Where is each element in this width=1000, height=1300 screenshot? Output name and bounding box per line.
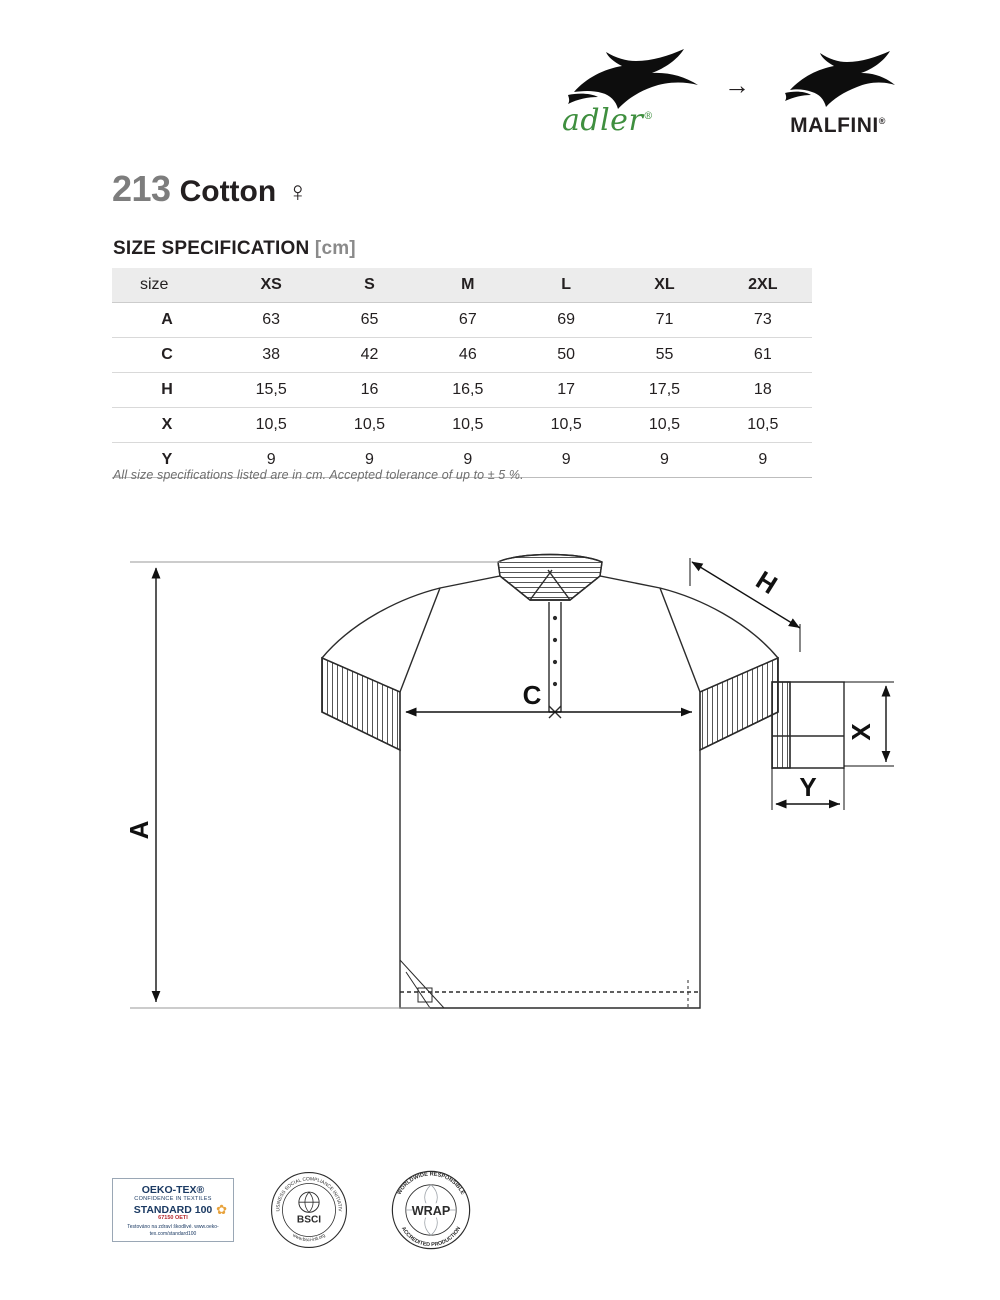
- eagle-icon: [564, 48, 700, 110]
- bsci-center-text: BSCI: [296, 1214, 322, 1226]
- oeko-tex-logo: [112, 1178, 234, 1242]
- eagle-icon: [784, 50, 896, 108]
- table-column-header: XL: [615, 268, 713, 303]
- table-cell: 16,5: [419, 373, 517, 408]
- table-cell: 9: [615, 443, 713, 478]
- table-column-header: XS: [222, 268, 320, 303]
- table-cell: 42: [320, 338, 418, 373]
- size-specification-heading-text: SIZE SPECIFICATION: [113, 238, 310, 259]
- table-column-header: M: [419, 268, 517, 303]
- table-row: [112, 408, 812, 443]
- table-cell: 61: [714, 338, 812, 373]
- table-cell: 9: [419, 443, 517, 478]
- dimension-a: [130, 562, 500, 1008]
- table-cell: 65: [320, 303, 418, 338]
- oeko-tex-line4: 67150 OETI: [158, 1215, 188, 1221]
- technical-drawing: [100, 540, 920, 1085]
- brand-logo-row: [556, 48, 908, 140]
- malfini-logo: [768, 48, 908, 140]
- certification-logos: [112, 1168, 478, 1252]
- table-row: [112, 373, 812, 408]
- table-cell: 69: [517, 303, 615, 338]
- row-label: A: [112, 303, 222, 338]
- size-specification-heading: [113, 238, 356, 260]
- flower-icon: ✿: [216, 1202, 227, 1217]
- table-cell: 15,5: [222, 373, 320, 408]
- table-cell: 9: [714, 443, 812, 478]
- table-cell: 10,5: [222, 408, 320, 443]
- size-specification-unit: [cm]: [314, 238, 356, 259]
- bsci-logo: [270, 1171, 348, 1249]
- table-cell: 9: [320, 443, 418, 478]
- malfini-registered-mark: ®: [878, 116, 886, 126]
- table-cell: 18: [714, 373, 812, 408]
- adler-registered-mark: ®: [643, 111, 654, 122]
- wrap-center-text: WRAP: [411, 1204, 451, 1219]
- table-column-header: S: [320, 268, 418, 303]
- table-cell: 38: [222, 338, 320, 373]
- adler-logo: [556, 48, 706, 140]
- oeko-tex-line1: OEKO-TEX®: [141, 1184, 205, 1196]
- table-cell: 10,5: [419, 408, 517, 443]
- oeko-tex-line2: CONFIDENCE IN TEXTILES: [134, 1196, 212, 1202]
- table-cell: 71: [615, 303, 713, 338]
- table-column-header: L: [517, 268, 615, 303]
- table-corner-label: size: [112, 268, 222, 303]
- product-name: Cotton: [179, 175, 277, 208]
- dimension-c-label: C: [522, 680, 542, 710]
- table-cell: 10,5: [615, 408, 713, 443]
- size-specification-table: [112, 268, 812, 478]
- row-label: H: [112, 373, 222, 408]
- table-cell: 17: [517, 373, 615, 408]
- wrap-bottom-text: ACCREDITED PRODUCTION: [399, 1225, 463, 1249]
- wrap-logo: [384, 1168, 478, 1252]
- table-row: [112, 303, 812, 338]
- adler-wordmark: [562, 103, 654, 138]
- product-code: 213: [112, 168, 171, 209]
- womens-polo-shirt-outline: [322, 555, 778, 1009]
- table-row: [112, 338, 812, 373]
- dimension-y-label: Y: [799, 772, 817, 802]
- row-label: X: [112, 408, 222, 443]
- table-cell: 10,5: [320, 408, 418, 443]
- size-table-note: All size specifications listed are in cm. Accepted tolerance of up to ± 5 %.: [113, 468, 524, 482]
- arrow-right-icon: →: [724, 70, 750, 100]
- dimension-a-label: A: [124, 820, 154, 840]
- female-gender-icon: ♀: [287, 176, 309, 207]
- table-cell: 16: [320, 373, 418, 408]
- bsci-bottom-text: www.bsci-intl.org: [292, 1232, 326, 1243]
- table-cell: 50: [517, 338, 615, 373]
- sleeve-cuff-detail: [772, 682, 844, 768]
- row-label: Y: [112, 443, 222, 478]
- table-cell: 9: [222, 443, 320, 478]
- oeko-tex-line5: Testováno na zdraví škodlivé. www.oeko-tex.com/standard100: [127, 1224, 219, 1237]
- wrap-top-text: WORLDWIDE RESPONSIBLE: [396, 1171, 466, 1196]
- malfini-wordmark: [768, 114, 908, 138]
- dimension-x-label: X: [846, 723, 876, 741]
- table-cell: 17,5: [615, 373, 713, 408]
- table-header-row: [112, 268, 812, 303]
- table-cell: 55: [615, 338, 713, 373]
- table-cell: 73: [714, 303, 812, 338]
- oeko-tex-line3: STANDARD 100: [133, 1204, 213, 1216]
- adler-wordmark-text: adler: [562, 103, 644, 138]
- table-column-header: 2XL: [714, 268, 812, 303]
- table-cell: 10,5: [517, 408, 615, 443]
- table-cell: 9: [517, 443, 615, 478]
- dimension-h-label: H: [750, 564, 783, 601]
- row-label: C: [112, 338, 222, 373]
- table-cell: 63: [222, 303, 320, 338]
- table-cell: 10,5: [714, 408, 812, 443]
- malfini-wordmark-text: MALFINI: [790, 114, 879, 137]
- bsci-top-text: USINESS SOCIAL COMPLIANCE INITIATIV: [276, 1177, 342, 1212]
- page-title: [112, 168, 308, 210]
- table-cell: 67: [419, 303, 517, 338]
- table-cell: 46: [419, 338, 517, 373]
